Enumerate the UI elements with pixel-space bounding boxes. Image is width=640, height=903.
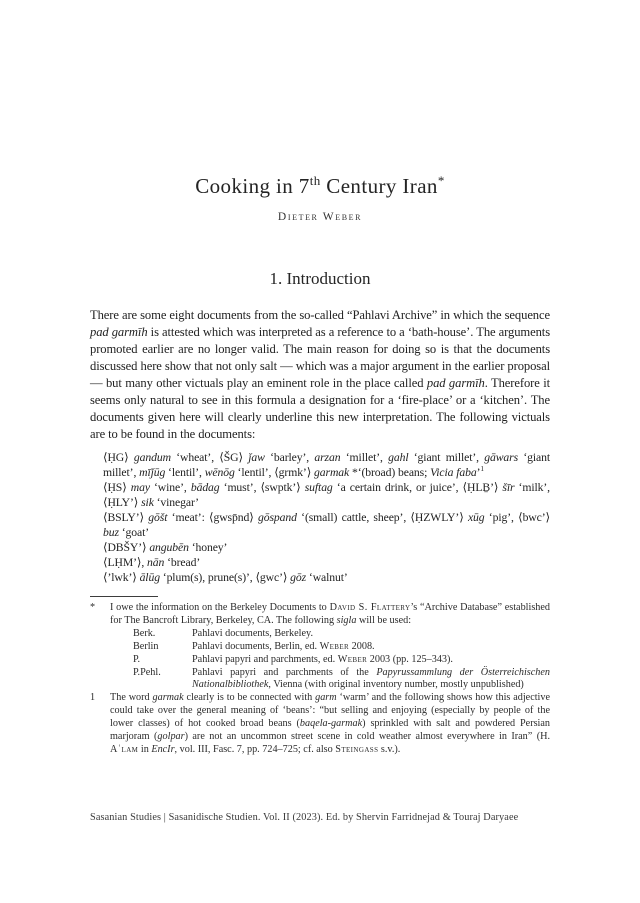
sigla-abbr: P. [133,653,141,665]
author-name: Dieter Weber [277,211,363,223]
footnote-1-marker: 1 [90,692,96,704]
footnote-star-text: I owe the information on the Berkeley Documents to David S. Flattery’s “Archive Database” established for The Bancroft Library, Berkeley, CA. The following sigla will be used: [110,602,551,626]
footnote-1 [90,692,550,757]
victual-entry-grain: ⟨ḤG⟩ gandum ‘wheat’, ⟨ŠG⟩ ǰaw ‘barley’, arzan ‘millet’, gahl ‘giant millet’, gāwars ‘giant millet’, mīǰūg ‘lentil’, wēnōg ‘lentil’, ⟨grmk’⟩ garmak *‘(broad) beans; Vicia faba’$^1$ [103,451,551,479]
sigla-abbr: P.Pehl. [133,666,161,678]
footnote-star-marker: * [90,602,96,613]
sigla-desc: Pahlavi documents, Berkeley. [192,627,313,639]
victual-entry-drink: ⟨ḤS⟩ may ‘wine’, bādag ‘must’, ⟨swptk’⟩ suftag ‘a certain drink, or juice’, ⟨ḤLḆ’⟩ šīr ‘milk’, ⟨ḤLY’⟩ sik ‘vinegar’ [103,481,550,509]
page-footer: Sasanian Studies | Sasanidische Studien. Vol. II (2023). Ed. by Shervin Farridnejad & Touraj Daryaee [90,812,519,823]
paper-title: Cooking in 7th Century Iran* [195,173,445,198]
sigla-desc: Pahlavi documents, Berlin, ed. Weber 2008. [192,640,375,652]
footnote-1-text: The word garmak clearly is to be connected with garm ‘warm’ and the following shows how this adjective could take over the general meaning of ‘beans’: “but selling and enjoying (especially by people of the lower classes) of hot cooked broad beans (baqela-garmak) sprinkled with salt and powdered Persian marjoram (golpar) are not an uncommon street scene in cold weather almost everywhere in Iran” (H. Aʿlam in EncIr, vol. III, Fasc. 7, pp. 724–725; cf. also Steingass s.v.). [110,692,551,755]
sigla-abbr: Berk. [133,627,156,639]
sigla-row-p [90,654,550,667]
sigla-desc: Pahlavi papyri and parchments of the Papyrussammlung der Österreichischen Nationalbibliothek, Vienna (with original inventory number, mostly unpublished) [192,666,550,691]
footnotes-block [90,602,550,757]
victual-entry-honey: ⟨DBŠY’⟩ angubēn ‘honey’ [103,541,228,554]
footnote-separator-rule [90,596,158,597]
section-heading: 1. Introduction [269,269,371,288]
sigla-desc: Pahlavi papyri and parchments, ed. Weber 2003 (pp. 125–343). [192,653,453,665]
sigla-table [90,628,550,693]
sigla-abbr: Berlin [133,640,159,652]
sigla-row-berk [90,628,550,641]
sigla-row-berlin [90,641,550,654]
intro-paragraph: There are some eight documents from the so-called “Pahlavi Archive” in which the sequence pad garmīh is attested which was interpreted as a reference to a ‘bath-house’. The arguments promoted earlier are no longer valid. The main reason for doing so is that the documents discussed here show that not only salt — which was a major argument in the earlier proposal — but many other victuals play an eminent role in the place called pad garmīh. Therefore it seems only natural to see in this formula a designation for a ‘fire-place’ or a ‘kitchen’. The documents given here will clearly underline this new interpretation. The following victuals are to be found in the documents: [90,308,551,441]
footnote-star [90,602,550,628]
victuals-list [103,450,550,585]
victual-entry-fruit: ⟨’lwk’⟩ ālūg ‘plum(s), prune(s)’, ⟨gwc’⟩ gōz ‘walnut’ [103,571,348,584]
sigla-row-ppehl [90,667,550,693]
victual-entry-meat: ⟨BSLY’⟩ gōšt ‘meat’: ⟨gwsp̄nd⟩ gōspand ‘(small) cattle, sheep’, ⟨ḤZWLY’⟩ xūg ‘pig’, ⟨bwc’⟩ buz ‘goat’ [103,511,550,539]
victual-entry-bread: ⟨LḤM’⟩, nān ‘bread’ [103,556,201,569]
